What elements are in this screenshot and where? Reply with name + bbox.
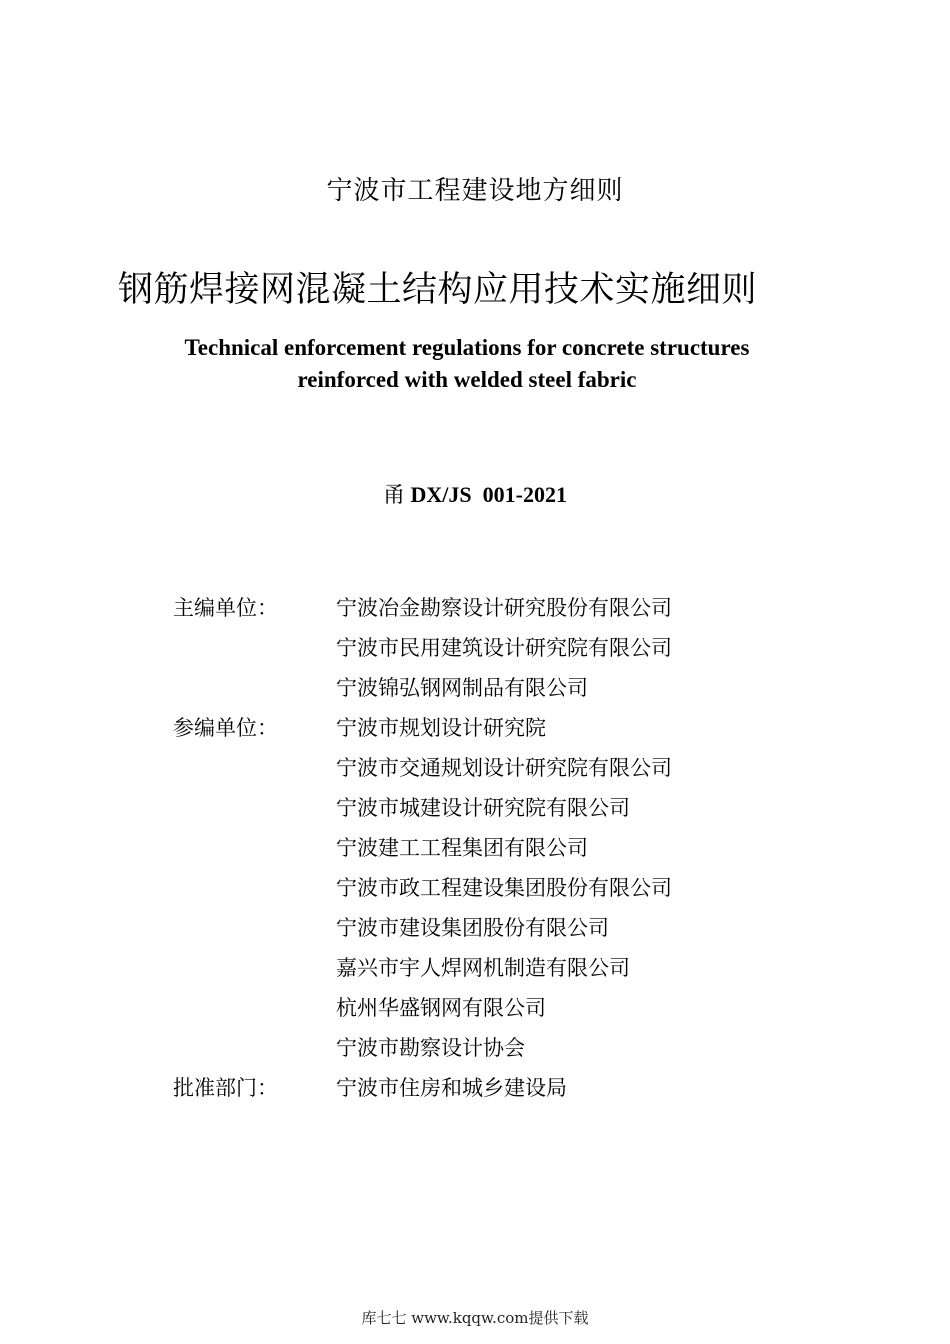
standard-number-code: DX/JS 001-2021 xyxy=(405,482,567,507)
org-row xyxy=(173,1028,672,1068)
org-name: 宁波锦弘钢网制品有限公司 xyxy=(336,676,588,700)
org-role-label xyxy=(173,748,336,788)
org-row xyxy=(173,868,672,908)
org-row xyxy=(173,1068,672,1108)
org-row xyxy=(173,628,672,668)
org-role-label xyxy=(173,628,336,668)
org-role-label xyxy=(173,788,336,828)
standard-number xyxy=(0,478,950,509)
org-name: 宁波市交通规划设计研究院有限公司 xyxy=(336,756,672,780)
org-name: 杭州华盛钢网有限公司 xyxy=(336,996,546,1020)
org-name: 宁波市住房和城乡建设局 xyxy=(336,1076,567,1100)
org-role-label xyxy=(173,1028,336,1068)
org-row xyxy=(173,708,672,748)
english-title-line-1: Technical enforcement regulations for concrete structures xyxy=(184,335,750,360)
org-role-label: 主编单位： xyxy=(173,596,278,620)
org-row xyxy=(173,908,672,948)
org-row xyxy=(173,828,672,868)
english-title xyxy=(0,332,934,396)
org-row xyxy=(173,788,672,828)
org-role-label xyxy=(173,988,336,1028)
org-role-label: 批准部门： xyxy=(173,1076,278,1100)
org-name: 宁波市规划设计研究院 xyxy=(336,716,546,740)
org-name: 宁波市城建设计研究院有限公司 xyxy=(336,796,630,820)
org-row xyxy=(173,948,672,988)
org-row xyxy=(173,748,672,788)
org-name: 宁波市勘察设计协会 xyxy=(336,1036,525,1060)
organization-list xyxy=(173,588,672,1108)
org-row xyxy=(173,988,672,1028)
org-role-label xyxy=(173,868,336,908)
org-role-label xyxy=(173,668,336,708)
org-role-label: 参编单位： xyxy=(173,716,278,740)
org-row xyxy=(173,668,672,708)
standard-number-prefix: 甬 xyxy=(383,483,406,508)
org-name: 嘉兴市宇人焊网机制造有限公司 xyxy=(336,956,630,980)
series-title: 宁波市工程建设地方细则 xyxy=(326,176,624,206)
document-title: 钢筋焊接网混凝土结构应用技术实施细则 xyxy=(118,270,758,310)
org-role-label xyxy=(173,948,336,988)
org-name: 宁波冶金勘察设计研究股份有限公司 xyxy=(336,596,672,620)
org-role-label xyxy=(173,908,336,948)
download-footer: 库七七 www.kqqw.com提供下载 xyxy=(361,1309,589,1327)
org-name: 宁波市政工程建设集团股份有限公司 xyxy=(336,876,672,900)
english-title-line-2: reinforced with welded steel fabric xyxy=(297,367,637,392)
org-name: 宁波市民用建筑设计研究院有限公司 xyxy=(336,636,672,660)
org-name: 宁波建工工程集团有限公司 xyxy=(336,836,588,860)
org-name: 宁波市建设集团股份有限公司 xyxy=(336,916,609,940)
org-row xyxy=(173,588,672,628)
org-role-label xyxy=(173,828,336,868)
